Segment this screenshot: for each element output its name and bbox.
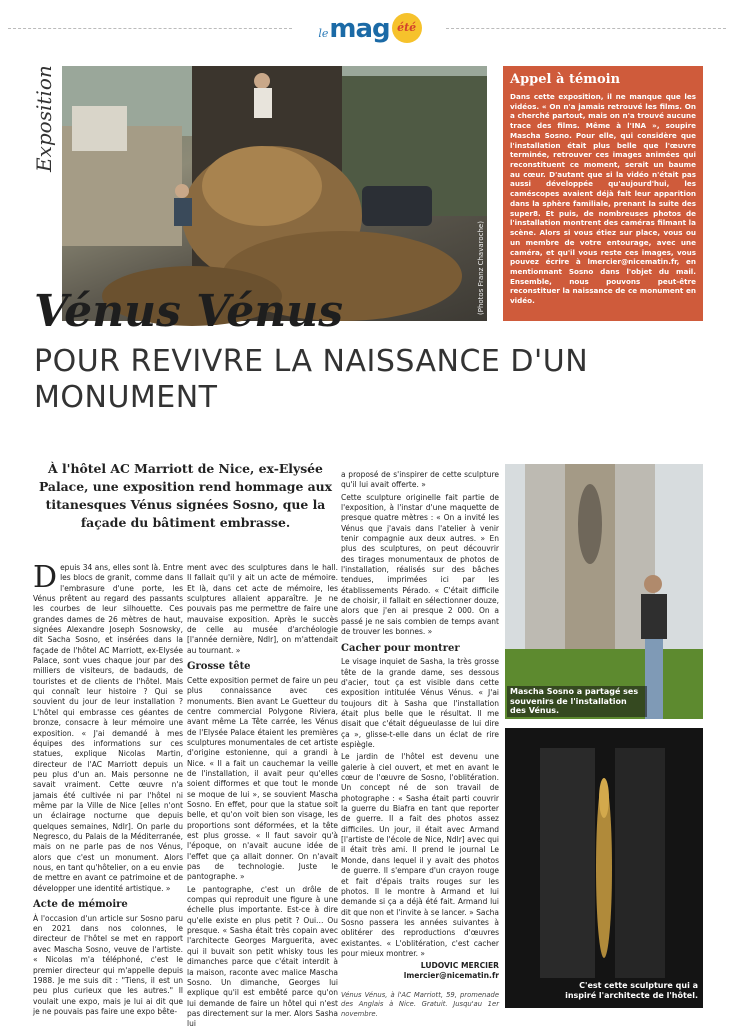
article-lede: À l'hôtel AC Marriott de Nice, ex-Elysée Palace, une exposition rend hommage aux titanesques Vénus signées Sosno, que la façade du bâtiment embrasse. xyxy=(38,461,333,530)
logo-sun-badge: été xyxy=(392,13,422,43)
sidebar-text: Dans cette exposition, il ne manque que les vidéos. « On n'a jamais retrouvé les films. On a cherché partout, mais on n'a trouvé aucune trace des films. Même à l'INA », soupire Mascha Sosno. Pour elle, qui considère que l'installation était plus belle que l'œuvre terminée, retrouver ces images animées qui reconstituent ce moment, serait un baume au cœur. D'autant que si la vidéo n'était pas aussi développée qu'aujourd'hui, les caméscopes avaient déjà fait leur apparition dans la sphère familiale, prenant la suite des super8. Et puis, de nombreuses photos de l'installation montrent des caméras filmant la scène. Alors si vous étiez sur place, vous ou un membre de votre entourage, avec une caméra, et qu'il vous reste ces images, vous pouvez écrire à lmercier@nicematin.fr, en mentionnant Sosno dans l'objet du mail. Ensemble, nous pouvons peut-être reconstituer la naissance de ce monument en vidéo. xyxy=(510,92,696,306)
logo-main: mag xyxy=(329,14,390,44)
author-name: LUDOVIC MERCIER xyxy=(420,961,499,971)
paragraph: Le visage inquiet de Sasha, la très grosse tête de la grande dame, ses dessous d'acier, tout ça est visible dans cette exposition intitulée Vénus Vénus. « J'ai toujours dit à Sasha que l'installation était plus belle que le résultat. Il me disait que c'était dégueulasse de lui dire ça », glisse-t-elle dans un éclat de rire espiègle. xyxy=(341,657,499,750)
section-label xyxy=(28,65,56,172)
portrait-photo xyxy=(505,464,703,719)
sculpture-photo xyxy=(505,728,703,1008)
article-column-1 xyxy=(33,560,183,1016)
section-label-text: Exposition xyxy=(32,65,56,172)
page-header xyxy=(0,0,734,56)
paragraph: ment avec des sculptures dans le hall. Il fallait qu'il y ait un acte de mémoire. Et là, dans cet acte de mémoire, les sculptures allaient apparaître. Je ne pouvais pas me permettre de faire une mauvaise exposition. Après le succès de celle au musée d'archéologie [l'année dernière, Ndlr], on m'attendait au tournant. » xyxy=(187,563,338,655)
paragraph: Le jardin de l'hôtel est devenu une galerie à ciel ouvert, et met en avant le cœur de l'œuvre de Sosno, l'oblitération. Un concept né de son travail de photographe : « Sasha était parti couvrir la guerre du Biafra en tant que reporter de guerre. Il a fait des photos assez difficiles. Un jour, il était avec Armand [l'artiste de l'école de Nice, Ndlr] avec qui il était très ami. Il prend le journal Le Monde, dans lequel il y avait des photos de guerre. Il s'empare d'un crayon rouge et fait d'épais traits rouges sur les photos. Il le montre à Armand et lui demande si ça a déjà été fait. Armand lui dit que non et l'invite à se lancer. » Sacha Sosno passera les années suivantes à oblitérer des reproductions d'œuvres existantes. « L'oblitération, c'est cacher pour mieux montrer. » xyxy=(341,752,499,958)
author-signature xyxy=(341,961,499,981)
installation-scene-illustration xyxy=(62,66,487,321)
paragraph: Cette exposition permet de faire un peu plus connaissance avec ces monuments. Bien avant Le Guetteur du centre commercial Polygone Riviera, avant même La Tête carrée, les Vénus de l'Elysée Palace étaient les premières sculptures monumentales de cet artiste d'origine estonienne, qui a grandi à Nice. « Il a fait un cauchemar la veille de l'installation, il avait peur qu'elles soient difformes et que tout le monde se moque de lui », se souvient Mascha Sosno. En effet, pour que la statue soit belle, et qu'on voit bien son visage, les proportions sont déformées, et la tête est plus grosse. « Il faut savoir qu'à l'époque, on n'avait aucune idée de l'effet que ça allait donner. On n'avait pas de technologie. Juste le pantographe. » xyxy=(187,675,338,882)
author-email-link[interactable]: lmercier@nicematin.fr xyxy=(403,971,499,981)
sculpture-illustration xyxy=(505,728,703,1008)
paragraph-text: epuis 34 ans, elles sont là. Entre les blocs de granit, comme dans l'embrasure d'une porte, les Vénus prêtent au regard des passants les courbes de leur silhouette. Ces grandes dames de 26 mètres de haut, signées Alexandre Joseph Sosnowsky, dit Sacha Sosno, et insérées dans la façade de l'hôtel AC Marriott, ex-Elysée Palace, sont vues chaque jour par des milliers de visiteurs, de badauds, de touristes et de clients de l'hôtel. Mais qui connaît leur histoire ? Qui se souvient du jour de leur installation ? L'hôtel qui embrasse ces géantes de bronze, consacre à leur mémoire une exposition. « J'ai demandé à mes équipes des informations sur ces statues, explique Nicolas Martin, directeur de l'AC Marriott depuis un peu plus d'un an. Mais personne ne savait vraiment. Cette œuvre n'a jamais été cultivée ni par l'hôtel ni même par la Ville de Nice [elles n'ont un éclairage nocturne que depuis quelques semaines, Ndlr]. On parle du Negresco, du Palais de la Méditerranée, mais on ne parle pas de nos Vénus, alors que c'est un monument. Alors nous, en tant qu'hôtelier, on a eu envie de mettre en avant ce patrimoine et de développer une identité artistique. » xyxy=(33,563,183,893)
logo-prefix: le xyxy=(318,27,329,40)
paragraph: Cette sculpture originelle fait partie de l'exposition, à l'instar d'une maquette de presque quatre mètres : « On a invité les Vénus que j'avais dans l'atelier à venir tenir compagnie aux deux autres. » En plus des sculptures, on peut découvrir des tirages monumentaux de photos de l'installation, réalisés sur des bâches tendues, imprimées ici par les établissements Pérado. « C'était difficile de choisir, il fallait en sélectionner douze, alors que j'en ai presque 2 000. On a passé je ne sais combien de temps avant de trouver les bonnes. » xyxy=(341,492,499,637)
magazine-logo[interactable] xyxy=(300,14,440,50)
header-rule-left xyxy=(8,28,292,29)
subheading: Cacher pour montrer xyxy=(341,642,460,654)
subheading: Grosse tête xyxy=(187,661,251,673)
photo-credit: (Photos Franz Chavaroche) xyxy=(477,221,485,315)
photo-caption: Mascha Sosno a partagé ses souvenirs de l'installation des Vénus. xyxy=(507,686,647,717)
sidebar-title: Appel à témoin xyxy=(510,72,621,87)
practical-info: Vénus Vénus, à l'AC Marriott, 59, promenade des Anglais à Nice. Gratuit. Jusqu'au 1er novembre. xyxy=(341,990,499,1018)
article-title: Vénus Vénus xyxy=(34,286,344,337)
header-rule-right xyxy=(446,28,726,29)
subheading: Acte de mémoire xyxy=(33,899,128,910)
paragraph: À l'occasion d'un article sur Sosno paru en 2021 dans nos colonnes, le directeur de l'hôtel se met en rapport avec Mascha Sosno, veuve de l'artiste. « Nicolas m'a téléphoné, c'est le premier directeur qui m'appelle depuis 1988. Je me suis dit : "Tiens, il est un peu plus curieux que les autres." Il voulait une expo, mais je lui ai dit que je ne pouvais pas faire une expo bête- xyxy=(33,913,183,1016)
building-portrait-illustration xyxy=(505,464,703,719)
main-photo xyxy=(62,66,487,321)
sidebar-box xyxy=(503,66,703,321)
article-column-2 xyxy=(187,563,338,1029)
paragraph xyxy=(33,560,183,894)
paragraph: a proposé de s'inspirer de cette sculpture qu'il lui avait offerte. » xyxy=(341,470,499,490)
article-subtitle: POUR REVIVRE LA NAISSANCE D'UN MONUMENT xyxy=(34,344,589,415)
drop-cap: D xyxy=(33,560,58,595)
paragraph: Le pantographe, c'est un drôle de compas qui reproduit une figure à une échelle plus importante. Est-ce à dire qu'elle existe en plus petit ? Oui… Ou presque. « Sasha était très copain avec l'architecte Georges Marguerita, avec qui il buvait son petit whisky tous les dimanches parce que c'était interdit à la maison, raconte avec malice Mascha Sosno. Un dimanche, Georges lui explique qu'il est embêté parce qu'on lui demande de faire un hôtel qui n'est pas directement sur la mer. Alors Sasha lui xyxy=(187,884,338,1029)
article-column-3 xyxy=(341,470,499,1018)
photo-caption: C'est cette sculpture qui a inspiré l'architecte de l'hôtel. xyxy=(553,980,701,1001)
